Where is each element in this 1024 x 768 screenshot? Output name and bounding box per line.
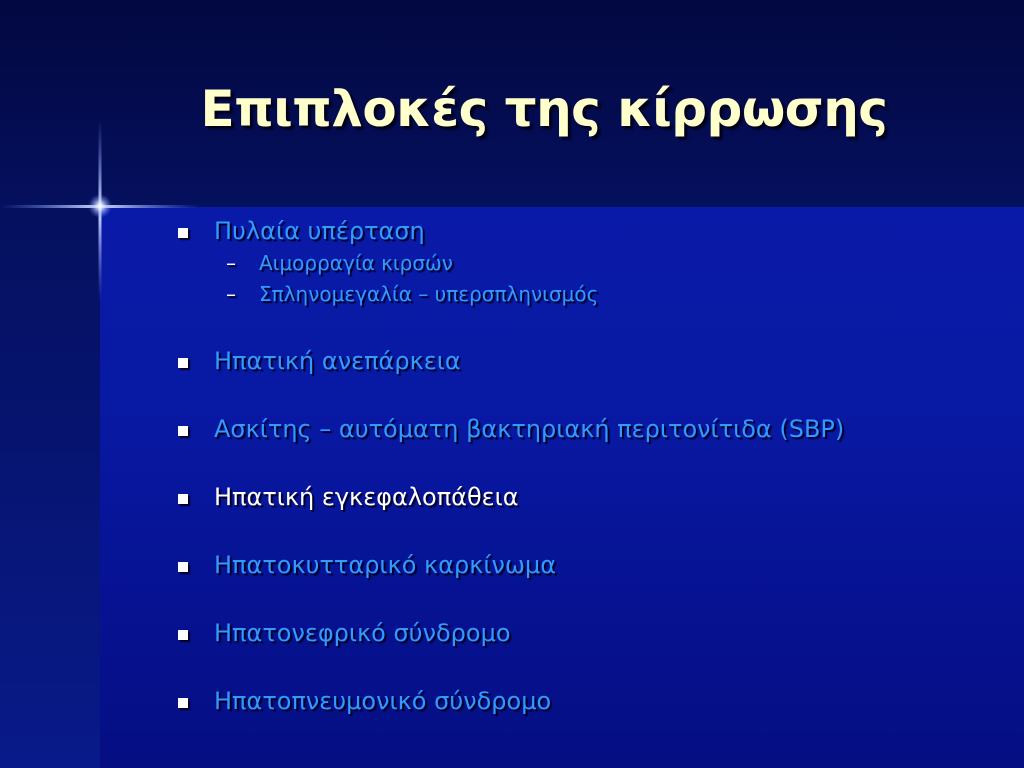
bullet-list [174,214,994,718]
square-bullet-icon [178,562,188,572]
list-item-text: Ηπατική ανεπάρκεια [214,347,461,375]
square-bullet-icon [178,426,188,436]
slide-title: Επιπλοκές της κίρρωσης [200,80,888,138]
list-item-text: Ηπατοπνευμονικό σύνδρομο [214,687,552,715]
square-bullet-icon [178,630,188,640]
list-item-text: Ηπατοκυτταρικό καρκίνωμα [214,551,557,579]
square-bullet-icon [178,228,188,238]
list-item-text: Ηπατονεφρικό σύνδρομο [214,619,511,647]
list-item-hepatic-encephalopathy [174,480,994,514]
list-item-hepatopulmonary-syndrome [174,684,994,718]
list-item-text: Ασκίτης – αυτόματη βακτηριακή περιτονίτιδα (SBP) [214,415,845,443]
list-item-text: Ηπατική εγκεφαλοπάθεια [214,483,519,511]
dash-bullet: – [226,251,236,275]
square-bullet-icon [178,494,188,504]
sub-item-text: Σπληνομεγαλία – υπερσπληνισμός [259,282,599,306]
list-item-text: Πυλαία υπέρταση [214,217,425,245]
left-margin-band [0,207,100,768]
dash-bullet: – [226,282,236,306]
square-bullet-icon [178,358,188,368]
list-item-hepatorenal-syndrome [174,616,994,650]
list-item-portal-hypertension [174,214,994,248]
list-item-hepatocellular-carcinoma [174,548,994,582]
square-bullet-icon [178,698,188,708]
sub-item-variceal-bleeding [174,248,994,279]
sub-item-text: Αιμορραγία κιρσών [259,251,453,275]
sub-item-splenomegaly [174,279,994,310]
list-item-ascites-sbp [174,412,994,446]
list-item-hepatic-failure [174,344,994,378]
